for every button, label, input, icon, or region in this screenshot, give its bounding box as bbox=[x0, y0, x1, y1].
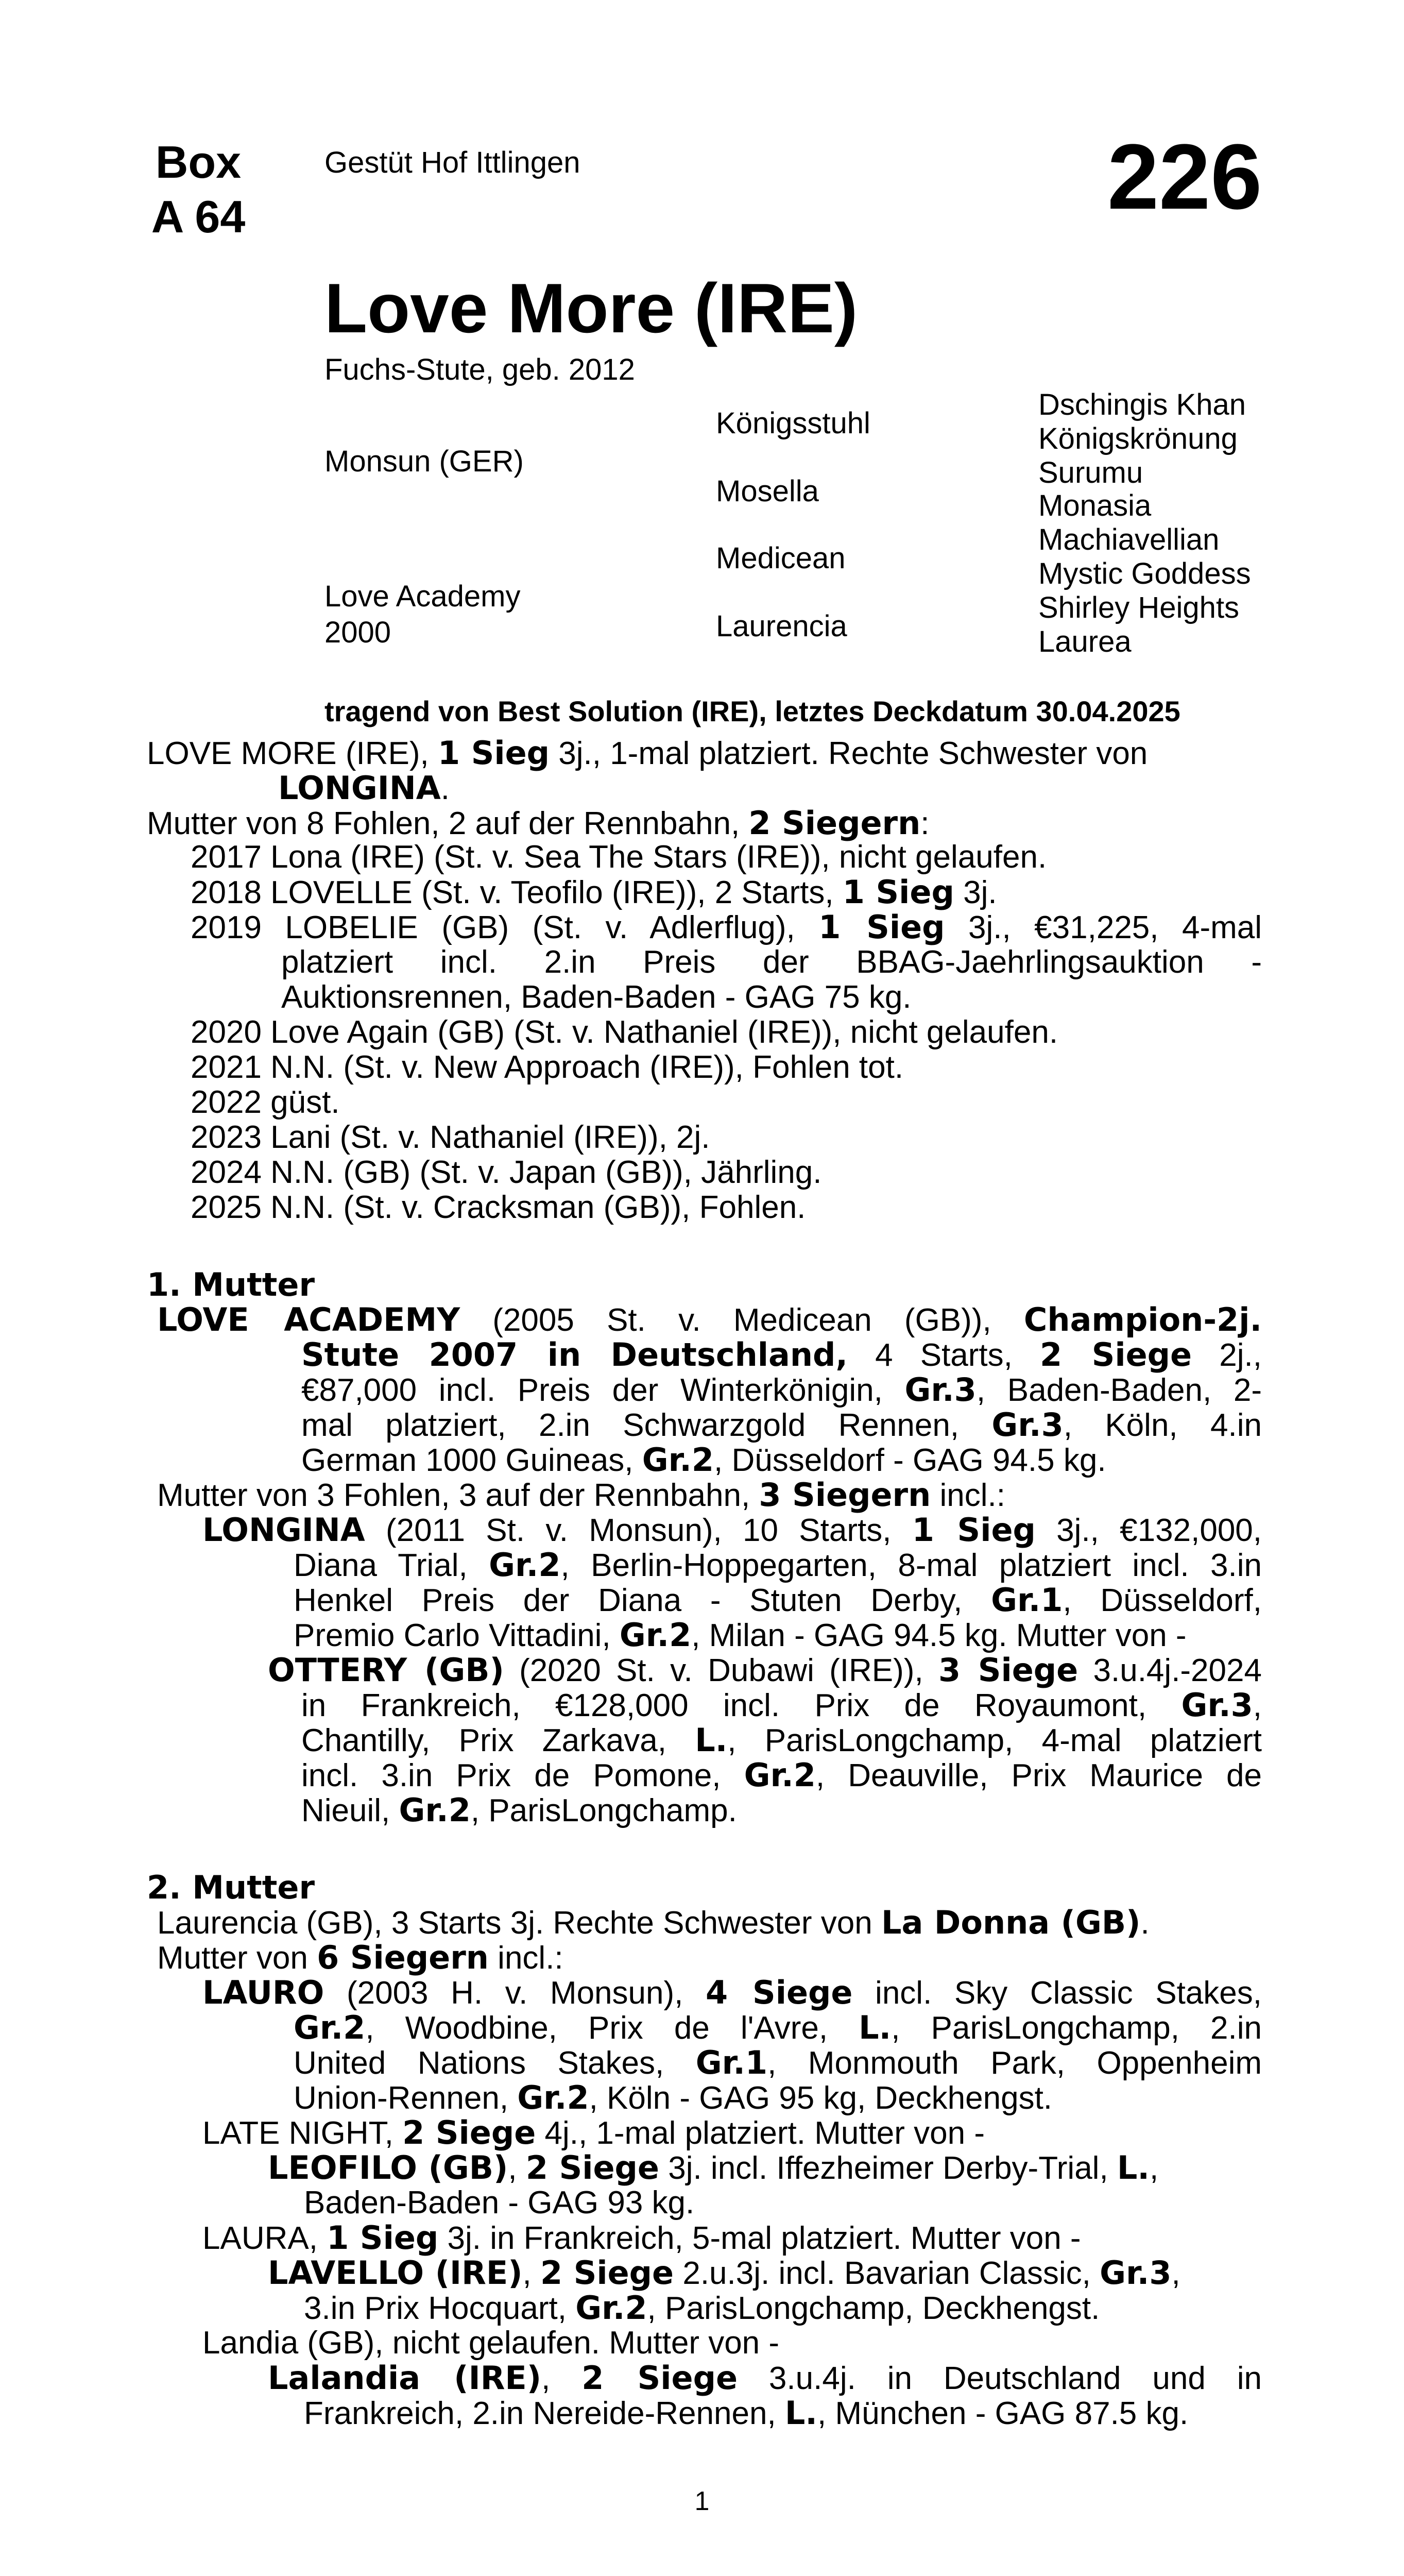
page-number: 1 bbox=[694, 2486, 710, 2516]
first-dam-line: Nieuil, Gr.2, ParisLongchamp. bbox=[301, 1791, 737, 1829]
second-dam-line: LAURO (2003 H. v. Monsun), 4 Siege incl. Sky Classic Stakes, bbox=[202, 1974, 1262, 2011]
pedigree-gen3: Machiavellian bbox=[1038, 523, 1220, 556]
second-dam-line: LAURA, 1 Sieg 3j. in Frankreich, 5-mal platziert. Mutter von - bbox=[202, 2219, 1081, 2257]
first-dam-line: in Frankreich, €128,000 incl. Prix de Royaumont, Gr.3, bbox=[301, 1686, 1262, 1724]
second-dam-line: Mutter von 6 Siegern incl.: bbox=[157, 1939, 563, 1976]
second-dam-line: Laurencia (GB), 3 Starts 3j. Rechte Schwester von La Donna (GB). bbox=[157, 1904, 1150, 1941]
first-dam-line: incl. 3.in Prix de Pomone, Gr.2, Deauville, Prix Maurice de bbox=[301, 1756, 1262, 1794]
pedigree-dam-year: 2000 bbox=[324, 616, 391, 649]
produce-entry: 2023 Lani (St. v. Nathaniel (IRE)), 2j. bbox=[191, 1120, 710, 1155]
produce-entry: platziert incl. 2.in Preis der BBAG-Jaehrlingsauktion - bbox=[281, 944, 1262, 980]
first-dam-line: OTTERY (GB) (2020 St. v. Dubawi (IRE)), 3 Siege 3.u.4j.-2024 bbox=[268, 1651, 1262, 1689]
first-dam-line: mal platziert, 2.in Schwarzgold Rennen, Gr.3, Köln, 4.in bbox=[301, 1406, 1262, 1444]
second-dam-line: Gr.2, Woodbine, Prix de l'Avre, L., ParisLongchamp, 2.in bbox=[294, 2009, 1262, 2046]
second-dam-line: Baden-Baden - GAG 93 kg. bbox=[304, 2185, 695, 2221]
horse-description: Fuchs-Stute, geb. 2012 bbox=[324, 353, 635, 386]
pedigree-gen3: Königskrönung bbox=[1038, 422, 1238, 455]
second-dam-line: Frankreich, 2.in Nereide-Rennen, L., München - GAG 87.5 kg. bbox=[304, 2394, 1189, 2432]
produce-entry: 2017 Lona (IRE) (St. v. Sea The Stars (IRE)), nicht gelaufen. bbox=[191, 839, 1047, 875]
produce-entry: 2025 N.N. (St. v. Cracksman (GB)), Fohlen. bbox=[191, 1190, 806, 1225]
produce-entry: 2019 LOBELIE (GB) (St. v. Adlerflug), 1 Sieg 3j., €31,225, 4-mal bbox=[191, 908, 1262, 946]
pedigree-gen3: Surumu bbox=[1038, 456, 1143, 489]
second-dam-line: Union-Rennen, Gr.2, Köln - GAG 95 kg, Deckhengst. bbox=[294, 2079, 1053, 2116]
pedigree-gen2: Laurencia bbox=[716, 609, 847, 643]
box-label bbox=[147, 135, 250, 244]
intro-line: Mutter von 8 Fohlen, 2 auf der Rennbahn, 2 Siegern: bbox=[147, 804, 930, 842]
pedigree-sire: Monsun (GER) bbox=[324, 445, 524, 478]
produce-entry: 2018 LOVELLE (St. v. Teofilo (IRE)), 2 Starts, 1 Sieg 3j. bbox=[191, 873, 997, 911]
breeder: Gestüt Hof Ittlingen bbox=[324, 146, 580, 179]
pedigree-gen3: Monasia bbox=[1038, 489, 1152, 522]
pedigree-gen2: Medicean bbox=[716, 541, 846, 575]
pedigree-gen3: Dschingis Khan bbox=[1038, 388, 1246, 421]
first-dam-line: Chantilly, Prix Zarkava, L., ParisLongchamp, 4-mal platziert bbox=[301, 1721, 1262, 1759]
pedigree-gen2: Königsstuhl bbox=[716, 406, 870, 440]
first-dam-heading: 1. Mutter bbox=[147, 1266, 315, 1303]
pedigree-gen3: Shirley Heights bbox=[1038, 591, 1240, 624]
pedigree-dam: Love Academy bbox=[324, 580, 521, 613]
produce-entry: 2024 N.N. (GB) (St. v. Japan (GB)), Jährling. bbox=[191, 1155, 822, 1190]
first-dam-line: Henkel Preis der Diana - Stuten Derby, Gr.1, Düsseldorf, bbox=[294, 1581, 1262, 1619]
produce-entry: 2021 N.N. (St. v. New Approach (IRE)), Fohlen tot. bbox=[191, 1049, 904, 1085]
first-dam-line: Premio Carlo Vittadini, Gr.2, Milan - GAG 94.5 kg. Mutter von - bbox=[294, 1616, 1187, 1654]
second-dam-line: LAVELLO (IRE), 2 Siege 2.u.3j. incl. Bavarian Classic, Gr.3, bbox=[268, 2254, 1180, 2292]
intro-line: LOVE MORE (IRE), 1 Sieg 3j., 1-mal platziert. Rechte Schwester von bbox=[147, 734, 1148, 772]
pedigree-gen2: Mosella bbox=[716, 474, 819, 508]
second-dam-line: Landia (GB), nicht gelaufen. Mutter von - bbox=[202, 2325, 780, 2361]
second-dam-line: 3.in Prix Hocquart, Gr.2, ParisLongchamp, Deckhengst. bbox=[304, 2289, 1100, 2327]
first-dam-line: Diana Trial, Gr.2, Berlin-Hoppegarten, 8-mal platziert incl. 3.in bbox=[294, 1546, 1262, 1584]
first-dam-line: LONGINA (2011 St. v. Monsun), 10 Starts, 1 Sieg 3j., €132,000, bbox=[202, 1511, 1262, 1549]
box-label-text: Box bbox=[155, 137, 242, 188]
lot-number: 226 bbox=[1107, 125, 1262, 229]
box-number: A 64 bbox=[151, 191, 246, 242]
intro-line: LONGINA. bbox=[278, 769, 450, 807]
carrying-note: tragend von Best Solution (IRE), letztes Deckdatum 30.04.2025 bbox=[324, 695, 1180, 727]
first-dam-line: €87,000 incl. Preis der Winterkönigin, Gr.3, Baden-Baden, 2- bbox=[301, 1371, 1262, 1409]
pedigree-gen3: Mystic Goddess bbox=[1038, 557, 1251, 590]
first-dam-line: LOVE ACADEMY (2005 St. v. Medicean (GB)), Champion-2j. bbox=[157, 1301, 1262, 1338]
first-dam-line: Stute 2007 in Deutschland, 4 Starts, 2 Siege 2j., bbox=[301, 1336, 1262, 1374]
horse-name: Love More (IRE) bbox=[324, 269, 858, 347]
second-dam-line: United Nations Stakes, Gr.1, Monmouth Park, Oppenheim bbox=[294, 2044, 1262, 2081]
first-dam-line: Mutter von 3 Fohlen, 3 auf der Rennbahn, 3 Siegern incl.: bbox=[157, 1476, 1005, 1514]
produce-entry: 2022 güst. bbox=[191, 1084, 340, 1120]
second-dam-line: LEOFILO (GB), 2 Siege 3j. incl. Iffezheimer Derby-Trial, L., bbox=[268, 2149, 1159, 2187]
second-dam-line: Lalandia (IRE), 2 Siege 3.u.4j. in Deutschland und in bbox=[268, 2359, 1262, 2397]
produce-entry: 2020 Love Again (GB) (St. v. Nathaniel (IRE)), nicht gelaufen. bbox=[191, 1014, 1058, 1050]
second-dam-heading: 2. Mutter bbox=[147, 1869, 315, 1906]
first-dam-line: German 1000 Guineas, Gr.2, Düsseldorf - GAG 94.5 kg. bbox=[301, 1441, 1106, 1479]
second-dam-line: LATE NIGHT, 2 Siege 4j., 1-mal platziert. Mutter von - bbox=[202, 2114, 985, 2151]
produce-entry: Auktionsrennen, Baden-Baden - GAG 75 kg. bbox=[281, 979, 912, 1015]
pedigree-gen3: Laurea bbox=[1038, 625, 1132, 658]
